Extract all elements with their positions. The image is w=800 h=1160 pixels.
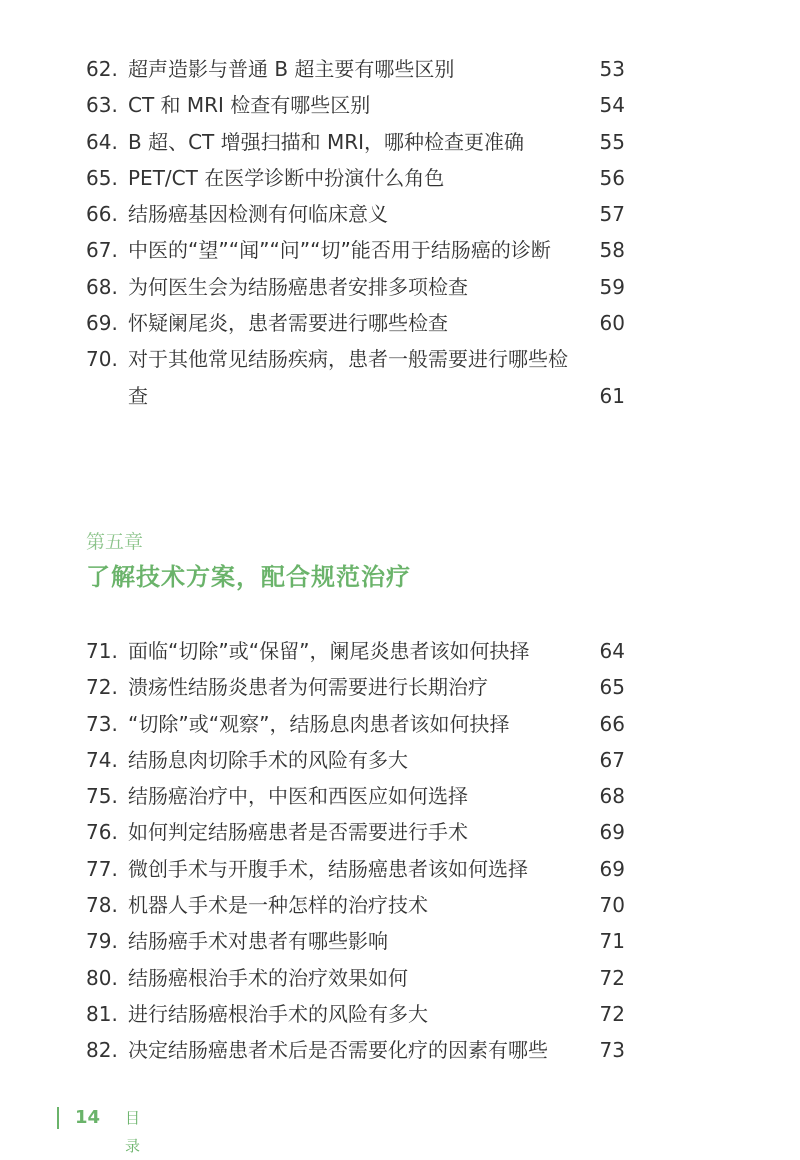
toc-entry-page: 57 bbox=[599, 202, 625, 227]
toc-entry[interactable] bbox=[0, 923, 800, 959]
toc-entry-title: 怀疑阑尾炎，患者需要进行哪些检查 bbox=[128, 311, 448, 336]
toc-entry-page: 59 bbox=[599, 274, 625, 299]
toc-entry-number: 64. bbox=[86, 129, 118, 154]
toc-entry-title: 结肠癌治疗中，中医和西医应如何选择 bbox=[128, 784, 468, 809]
toc-entry-page: 66 bbox=[599, 711, 625, 736]
toc-list-bottom bbox=[0, 633, 800, 1069]
toc-entry[interactable] bbox=[0, 887, 800, 923]
toc-entry[interactable] bbox=[0, 160, 800, 196]
toc-entry-title: 如何判定结肠癌患者是否需要进行手术 bbox=[128, 820, 468, 845]
toc-list-top bbox=[0, 51, 800, 414]
toc-entry-number: 73. bbox=[86, 711, 118, 736]
chapter-label: 第五章 bbox=[86, 531, 144, 553]
toc-entry[interactable] bbox=[0, 124, 800, 160]
toc-entry-title: 结肠癌基因检测有何临床意义 bbox=[128, 202, 388, 227]
toc-entry-title: PET/CT 在医学诊断中扮演什么角色 bbox=[128, 165, 445, 190]
toc-entry-page: 61 bbox=[599, 383, 625, 408]
toc-entry[interactable] bbox=[0, 633, 800, 669]
toc-entry-number: 63. bbox=[86, 93, 118, 118]
toc-entry-number: 66. bbox=[86, 202, 118, 227]
toc-entry[interactable] bbox=[0, 706, 800, 742]
footer-page-number: 14 bbox=[75, 1107, 101, 1128]
toc-entry-page: 58 bbox=[599, 238, 625, 263]
toc-entry-page: 64 bbox=[599, 639, 625, 663]
toc-entry-title: 结肠癌手术对患者有哪些影响 bbox=[128, 929, 388, 954]
toc-entry-page: 73 bbox=[599, 1038, 625, 1063]
toc-entry[interactable] bbox=[0, 87, 800, 123]
toc-entry-title: B 超、CT 增强扫描和 MRI，哪种检查更准确 bbox=[128, 129, 525, 154]
toc-entry-number: 80. bbox=[86, 965, 118, 990]
toc-entry[interactable] bbox=[0, 232, 800, 268]
toc-entry-title: 决定结肠癌患者术后是否需要化疗的因素有哪些 bbox=[128, 1038, 548, 1063]
toc-entry-number: 70. bbox=[86, 347, 118, 372]
toc-entry-page: 69 bbox=[599, 820, 625, 845]
toc-entry-number: 82. bbox=[86, 1038, 118, 1063]
toc-entry-number: 68. bbox=[86, 274, 118, 299]
toc-entry-page: 56 bbox=[599, 165, 625, 190]
toc-entry-number: 71. bbox=[86, 639, 118, 663]
toc-entry-title: CT 和 MRI 检查有哪些区别 bbox=[128, 93, 371, 118]
toc-entry-title: 超声造影与普通 B 超主要有哪些区别 bbox=[128, 57, 455, 81]
toc-entry-number: 69. bbox=[86, 311, 118, 336]
toc-entry-page: 71 bbox=[599, 929, 625, 954]
toc-entry-title: 结肠息肉切除手术的风险有多大 bbox=[128, 747, 408, 772]
toc-entry[interactable] bbox=[0, 341, 800, 414]
toc-entry-page: 70 bbox=[599, 893, 625, 918]
toc-entry[interactable] bbox=[0, 814, 800, 850]
toc-entry-number: 72. bbox=[86, 675, 118, 700]
toc-entry-number: 81. bbox=[86, 1001, 118, 1026]
footer-divider bbox=[57, 1107, 59, 1129]
toc-entry-title: 对于其他常见结肠疾病，患者一般需要进行哪些检查 bbox=[128, 347, 568, 408]
toc-entry[interactable] bbox=[0, 1032, 800, 1068]
toc-entry[interactable] bbox=[0, 851, 800, 887]
toc-entry-title: 为何医生会为结肠癌患者安排多项检查 bbox=[128, 274, 468, 299]
toc-entry-title: 溃疡性结肠炎患者为何需要进行长期治疗 bbox=[128, 675, 488, 700]
toc-entry-page: 72 bbox=[599, 1001, 625, 1026]
toc-entry-page: 68 bbox=[599, 784, 625, 809]
toc-entry-number: 65. bbox=[86, 165, 118, 190]
toc-entry-number: 62. bbox=[86, 57, 118, 81]
toc-entry-title: “切除”或“观察”，结肠息肉患者该如何抉择 bbox=[128, 711, 510, 736]
toc-entry-number: 74. bbox=[86, 747, 118, 772]
toc-entry-page: 60 bbox=[599, 311, 625, 336]
toc-entry[interactable] bbox=[0, 669, 800, 705]
toc-entry-number: 78. bbox=[86, 893, 118, 918]
toc-entry[interactable] bbox=[0, 742, 800, 778]
toc-entry-number: 75. bbox=[86, 784, 118, 809]
toc-entry-title: 面临“切除”或“保留”，阑尾炎患者该如何抉择 bbox=[128, 639, 530, 663]
footer-section-label: 目 录 bbox=[125, 1109, 145, 1155]
toc-entry-title: 进行结肠癌根治手术的风险有多大 bbox=[128, 1001, 428, 1026]
toc-entry[interactable] bbox=[0, 778, 800, 814]
toc-entry-number: 77. bbox=[86, 856, 118, 881]
chapter-title: 了解技术方案，配合规范治疗 bbox=[86, 563, 411, 591]
toc-entry-number: 76. bbox=[86, 820, 118, 845]
toc-entry[interactable] bbox=[0, 305, 800, 341]
toc-entry-page: 65 bbox=[599, 675, 625, 700]
toc-entry-page: 72 bbox=[599, 965, 625, 990]
toc-entry-title: 结肠癌根治手术的治疗效果如何 bbox=[128, 965, 408, 990]
toc-entry[interactable] bbox=[0, 996, 800, 1032]
toc-entry[interactable] bbox=[0, 196, 800, 232]
toc-entry[interactable] bbox=[0, 960, 800, 996]
toc-entry-page: 67 bbox=[599, 747, 625, 772]
toc-entry[interactable] bbox=[0, 51, 800, 87]
toc-entry-title: 微创手术与开腹手术，结肠癌患者该如何选择 bbox=[128, 856, 528, 881]
toc-entry[interactable] bbox=[0, 269, 800, 305]
toc-entry-number: 67. bbox=[86, 238, 118, 263]
toc-entry-title: 中医的“望”“闻”“问”“切”能否用于结肠癌的诊断 bbox=[128, 238, 551, 263]
toc-entry-title: 机器人手术是一种怎样的治疗技术 bbox=[128, 893, 428, 918]
toc-entry-page: 54 bbox=[599, 93, 625, 118]
toc-entry-page: 53 bbox=[599, 57, 625, 81]
toc-entry-number: 79. bbox=[86, 929, 118, 954]
toc-entry-page: 55 bbox=[599, 129, 625, 154]
chapter-heading bbox=[86, 528, 411, 594]
toc-entry-page: 69 bbox=[599, 856, 625, 881]
